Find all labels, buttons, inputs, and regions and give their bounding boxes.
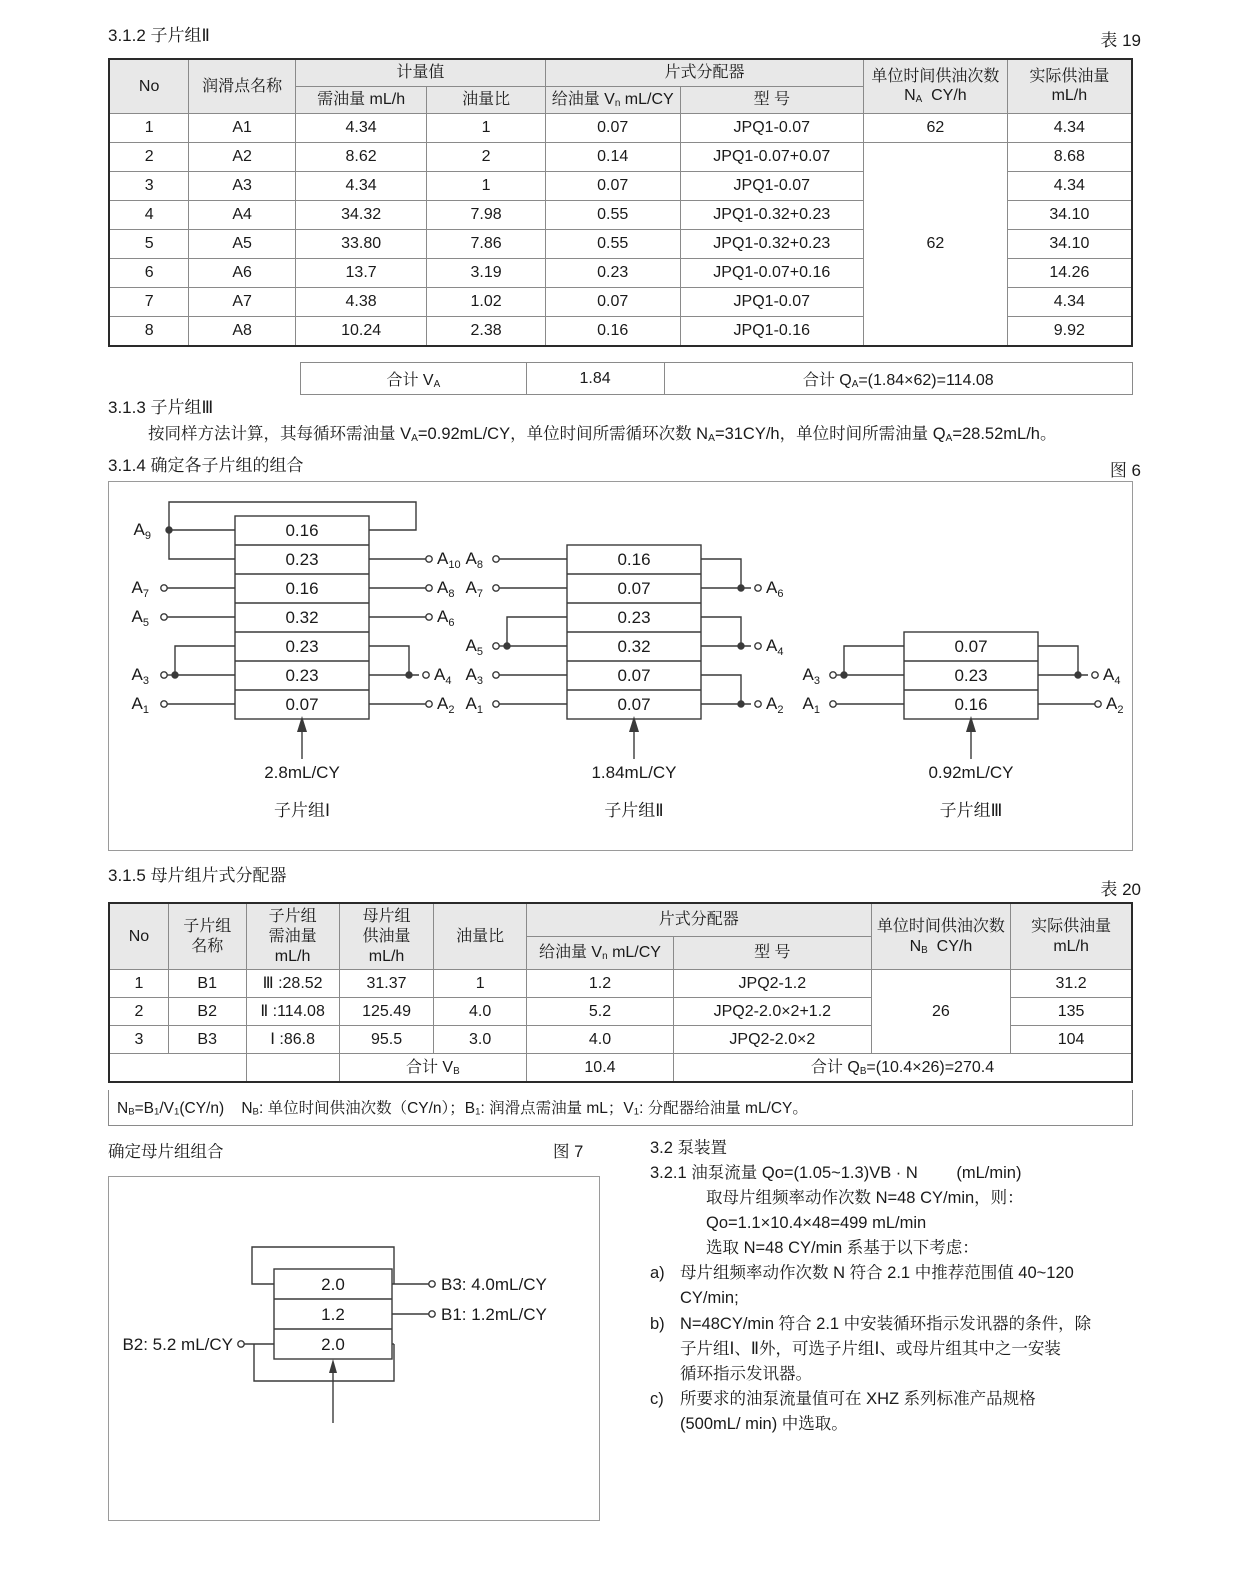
cell-point-name: A3 — [189, 171, 296, 200]
cell-supply-vn: 0.14 — [545, 142, 680, 171]
th-freq-unit: $N_A$ CY/h — [904, 87, 967, 106]
figure-7-label: 图 7 — [553, 1143, 584, 1161]
cell20-supply-vn: 5.2 — [526, 998, 673, 1026]
cell20-sub-name: B3 — [168, 1026, 246, 1054]
cell-no: 7 — [109, 287, 189, 316]
cell20-ratio: 4.0 — [434, 998, 527, 1026]
inlet-label: 1.84mL/CY — [591, 763, 677, 782]
figure-7-svg — [109, 1177, 597, 1518]
list-item-line: N=48CY/min 符合 2.1 中安装循环指示发讯器的条件，除 — [680, 1314, 1092, 1333]
th-actual: 实际供油量 mL/h — [1007, 59, 1132, 113]
cell-oil-need: 34.32 — [295, 200, 426, 229]
cell-actual: 14.26 — [1007, 258, 1132, 287]
cell20-main-supply: 125.49 — [339, 998, 434, 1026]
table-row — [109, 142, 1132, 171]
section-313-body: 按同样方法计算，其每循环需油量 $V_A=0.92mL/CY$，单位时间所需循环次数 $N_A=31CY/h$，单位时间所需油量 $Q_A=28.52mL/h$。 — [148, 425, 1057, 444]
cell-no: 4 — [109, 200, 189, 229]
list-item-line: 母片组频率动作次数 N 符合 2.1 中推荐范围值 40~120 — [680, 1264, 1074, 1283]
cell-oil-need: 4.38 — [295, 287, 426, 316]
cell-oil-need: 4.34 — [295, 113, 426, 142]
cell-actual: 9.92 — [1007, 316, 1132, 346]
th-point-name: 润滑点名称 — [189, 59, 296, 113]
th20-ratio: 油量比 — [434, 903, 527, 970]
cell-no: 6 — [109, 258, 189, 287]
th-oil-need: 需油量 mL/h — [295, 86, 426, 113]
table-row — [109, 970, 1132, 998]
cell-oil-ratio: 7.98 — [427, 200, 546, 229]
th20-actual: 实际供油量 mL/h — [1011, 903, 1132, 970]
cell-oil-need: 4.34 — [295, 171, 426, 200]
list-item-body — [680, 1261, 1142, 1311]
cell-actual: 34.10 — [1007, 200, 1132, 229]
total-vb-value: 10.4 — [526, 1054, 673, 1083]
list-item-body — [680, 1387, 1142, 1437]
cell20-model: JPQ2-2.0×2+1.2 — [674, 998, 872, 1026]
section-32-column — [650, 1136, 1142, 1437]
cell20-freq: 26 — [871, 970, 1011, 1054]
cell-supply-vn: 0.55 — [545, 229, 680, 258]
port-label-right: $A_4$ — [434, 665, 452, 687]
total-va-label: 合计 $V_A$ — [301, 363, 527, 395]
th20-sub-need: 子片组 需油量 mL/h — [246, 903, 339, 970]
cell-no: 2 — [109, 142, 189, 171]
th-freq: 单位时间供油次数 $N_A$ CY/h — [864, 59, 1008, 113]
list-item — [650, 1261, 1142, 1311]
th20-actual-unit: mL/h — [1053, 937, 1089, 955]
port-label-right: $A_{10}$ — [437, 549, 461, 571]
port-label-b2: B2: 5.2 mL/CY — [122, 1335, 233, 1354]
cell20-supply-vn: 1.2 — [526, 970, 673, 998]
cell20-sub-name: B2 — [168, 998, 246, 1026]
block-value: 0.07 — [617, 666, 651, 685]
cell20-model: JPQ2-2.0×2 — [674, 1026, 872, 1054]
cell-oil-ratio: 1.02 — [427, 287, 546, 316]
section-heading-312: 3.1.2 子片组Ⅱ — [108, 26, 210, 45]
th-distributor-group: 片式分配器 — [545, 59, 863, 86]
port-label-left: $A_3$ — [802, 665, 820, 687]
cell-supply-vn: 0.16 — [545, 316, 680, 346]
port-label-left: $A_1$ — [465, 694, 483, 716]
cell20-main-supply: 95.5 — [339, 1026, 434, 1054]
cell-no: 5 — [109, 229, 189, 258]
block-value: 0.23 — [285, 637, 319, 656]
cell20-sub-need: Ⅱ :114.08 — [246, 998, 339, 1026]
cell-actual: 8.68 — [1007, 142, 1132, 171]
table-20-label: 表 20 — [1100, 880, 1141, 899]
port-label-left: $A_1$ — [802, 694, 820, 716]
cell-model: JPQ1-0.07 — [680, 287, 864, 316]
block-value: 0.23 — [285, 550, 319, 569]
cell-actual: 4.34 — [1007, 113, 1132, 142]
port-label-left: $A_3$ — [465, 665, 483, 687]
table-20-total-row — [109, 1054, 1132, 1083]
port-label-left: $A_8$ — [465, 549, 483, 571]
section-heading-313: 3.1.3 子片组Ⅲ — [108, 398, 214, 417]
th-actual-unit: mL/h — [1051, 87, 1088, 105]
list-item-line: (500mL/ min) 中选取。 — [680, 1414, 848, 1433]
port-label-left: $A_5$ — [131, 607, 149, 629]
block-value: 0.16 — [285, 521, 319, 540]
th20-freq: 单位时间供油次数 $N_B$ CY/h — [871, 903, 1011, 970]
cell-model: JPQ1-0.16 — [680, 316, 864, 346]
cell20-no: 3 — [109, 1026, 168, 1054]
th20-distributor-group: 片式分配器 — [526, 903, 871, 937]
cell20-ratio: 1 — [434, 970, 527, 998]
cell-actual: 34.10 — [1007, 229, 1132, 258]
table-20-note — [108, 1090, 1133, 1126]
line-322: 取母片组频率动作次数 N=48 CY/min，则： — [706, 1189, 1024, 1208]
section-heading-315: 3.1.5 母片组片式分配器 — [108, 866, 287, 885]
port-label-right: $A_6$ — [437, 607, 455, 629]
block-value: 0.23 — [617, 608, 651, 627]
cell-no: 3 — [109, 171, 189, 200]
th-model: 型 号 — [680, 86, 864, 113]
block-value: 2.0 — [321, 1275, 345, 1294]
block-value: 0.07 — [954, 637, 988, 656]
line-323: Qo=1.1×10.4×48=499 mL/min — [706, 1214, 927, 1233]
group-caption: 子片组Ⅲ — [939, 801, 1003, 820]
cell20-supply-vn: 4.0 — [526, 1026, 673, 1054]
line-321-unit: (mL/min) — [956, 1164, 1022, 1183]
block-value: 0.07 — [285, 695, 319, 714]
inlet-label: 0.92mL/CY — [928, 763, 1014, 782]
list-item-marker: b) — [650, 1314, 665, 1333]
cell-model: JPQ1-0.07 — [680, 113, 864, 142]
cell-point-name: A2 — [189, 142, 296, 171]
block-value: 0.32 — [617, 637, 651, 656]
note-text: $N_B=B_1/V_1(CY/n)$ $N_B$: 单位时间供油次数（CY/n）；$B_1$: 润滑点需油量 mL；$V_1$: 分配器给油量 mL/CY。 — [108, 1090, 1133, 1126]
cell20-no: 2 — [109, 998, 168, 1026]
port-label-right: $A_4$ — [766, 636, 784, 658]
total-qb: 合计 $Q_B=(10.4\times 26)=270.4$ — [674, 1054, 1132, 1083]
figure-7 — [108, 1176, 600, 1521]
block-value: 1.2 — [321, 1305, 345, 1324]
port-label-left: $A_1$ — [131, 694, 149, 716]
cell-oil-ratio: 2.38 — [427, 316, 546, 346]
cell-actual: 4.34 — [1007, 171, 1132, 200]
list-item-marker: c) — [650, 1389, 664, 1408]
block-value: 0.32 — [285, 608, 319, 627]
cell20-no: 1 — [109, 970, 168, 998]
cell-point-name: A8 — [189, 316, 296, 346]
block-value: 2.0 — [321, 1335, 345, 1354]
cell-oil-ratio: 1 — [427, 113, 546, 142]
cell-point-name: A5 — [189, 229, 296, 258]
list-item-body — [680, 1312, 1142, 1387]
port-label-left: $A_7$ — [131, 578, 149, 600]
th20-supply-vn: 给油量 $V_n$ mL/CY — [526, 937, 673, 970]
cell20-sub-need: Ⅰ :86.8 — [246, 1026, 339, 1054]
port-label-left: $A_9$ — [133, 520, 151, 542]
port-label-left: $A_5$ — [465, 636, 483, 658]
cell20-actual: 31.2 — [1011, 970, 1132, 998]
port-label-right: $A_6$ — [766, 578, 784, 600]
cell20-actual: 104 — [1011, 1026, 1132, 1054]
cell-model: JPQ1-0.32+0.23 — [680, 200, 864, 229]
cell-point-name: A4 — [189, 200, 296, 229]
port-label-right: $A_2$ — [437, 694, 455, 716]
th20-no: No — [109, 903, 168, 970]
figure-6-svg — [109, 482, 1132, 850]
cell-model: JPQ1-0.32+0.23 — [680, 229, 864, 258]
figure-6 — [108, 481, 1133, 851]
list-item-marker: a) — [650, 1264, 665, 1283]
cell-oil-ratio: 3.19 — [427, 258, 546, 287]
cell-point-name: A7 — [189, 287, 296, 316]
cell20-actual: 135 — [1011, 998, 1132, 1026]
cell-supply-vn: 0.23 — [545, 258, 680, 287]
th20-freq-unit: $N_B$ CY/h — [909, 937, 973, 956]
block-value: 0.07 — [617, 579, 651, 598]
cell-actual: 4.34 — [1007, 287, 1132, 316]
table-20 — [108, 902, 1133, 1083]
line-321: 3.2.1 油泵流量 Qo=(1.05~1.3)VB · N (mL/min) — [650, 1164, 1022, 1183]
section-heading-314: 3.1.4 确定各子片组的组合 — [108, 456, 304, 475]
table-row — [109, 113, 1132, 142]
cell-oil-need: 33.80 — [295, 229, 426, 258]
block-value: 0.23 — [954, 666, 988, 685]
cell-oil-need: 10.24 — [295, 316, 426, 346]
figure-6-label: 图 6 — [1109, 461, 1141, 480]
cell-supply-vn: 0.07 — [545, 287, 680, 316]
list-item — [650, 1312, 1142, 1387]
cell-model: JPQ1-0.07+0.16 — [680, 258, 864, 287]
figure-7-title: 确定母片组组合 — [108, 1143, 224, 1161]
port-label-right: $A_4$ — [1103, 665, 1121, 687]
port-label-right: $A_8$ — [437, 578, 455, 600]
cell-point-name: A1 — [189, 113, 296, 142]
total-qa: 合计 $Q_A=(1.84\times 62)=114.08$ — [664, 363, 1132, 395]
group-caption: 子片组Ⅱ — [604, 801, 664, 820]
cell20-model: JPQ2-1.2 — [674, 970, 872, 998]
table-19-label: 表 19 — [1100, 31, 1141, 50]
cell-oil-need: 13.7 — [295, 258, 426, 287]
cell20-main-supply: 31.37 — [339, 970, 434, 998]
block-value: 0.16 — [954, 695, 988, 714]
th20-sub-name: 子片组 名称 — [168, 903, 246, 970]
cell-freq: 62 — [864, 113, 1008, 142]
cell20-ratio: 3.0 — [434, 1026, 527, 1054]
table-19-total-row — [300, 362, 1133, 395]
port-label-b3: B3: 4.0mL/CY — [441, 1275, 547, 1294]
port-label-right: $A_2$ — [1106, 694, 1124, 716]
th-measure-group: 计量值 — [295, 59, 545, 86]
block-value: 0.16 — [285, 579, 319, 598]
port-label-right: $A_2$ — [766, 694, 784, 716]
cell-oil-ratio: 2 — [427, 142, 546, 171]
cell-freq-merged: 62 — [864, 142, 1008, 346]
block-value: 0.16 — [617, 550, 651, 569]
cell-oil-ratio: 7.86 — [427, 229, 546, 258]
cell-no: 8 — [109, 316, 189, 346]
cell-no: 1 — [109, 113, 189, 142]
group-caption: 子片组Ⅰ — [273, 801, 331, 820]
section-heading-32: 3.2 泵装置 — [650, 1139, 728, 1157]
cell-oil-need: 8.62 — [295, 142, 426, 171]
cell-supply-vn: 0.07 — [545, 113, 680, 142]
list-item — [650, 1387, 1142, 1437]
th20-main-supply: 母片组 供油量 mL/h — [339, 903, 434, 970]
cell-point-name: A6 — [189, 258, 296, 287]
cell-oil-ratio: 1 — [427, 171, 546, 200]
port-label-left: $A_7$ — [465, 578, 483, 600]
th-supply-vn: 给油量 $V_n$ mL/CY — [545, 86, 680, 113]
block-value: 0.23 — [285, 666, 319, 685]
line-324: 选取 N=48 CY/min 系基于以下考虑： — [706, 1239, 979, 1258]
inlet-label: 2.8mL/CY — [264, 763, 340, 782]
list-item-line: CY/min; — [680, 1289, 739, 1308]
cell-supply-vn: 0.07 — [545, 171, 680, 200]
th20-model: 型 号 — [674, 937, 872, 970]
total-va-value: 1.84 — [526, 363, 664, 395]
port-label-left: $A_3$ — [131, 665, 149, 687]
table-19 — [108, 58, 1133, 347]
total-vb-label: 合计 $V_B$ — [339, 1054, 526, 1083]
block-value: 0.07 — [617, 695, 651, 714]
list-item-line: 子片组Ⅰ、Ⅱ外，可选子片组Ⅰ、或母片组其中之一安装 — [680, 1339, 1061, 1358]
cell20-sub-need: Ⅲ :28.52 — [246, 970, 339, 998]
th-no: No — [109, 59, 189, 113]
port-label-b1: B1: 1.2mL/CY — [441, 1305, 547, 1324]
list-item-line: 所要求的油泵流量值可在 XHZ 系列标准产品规格 — [680, 1389, 1036, 1408]
cell20-sub-name: B1 — [168, 970, 246, 998]
list-item-line: 循环指示发讯器。 — [680, 1364, 812, 1383]
cell-model: JPQ1-0.07+0.07 — [680, 142, 864, 171]
cell-model: JPQ1-0.07 — [680, 171, 864, 200]
cell-supply-vn: 0.55 — [545, 200, 680, 229]
th-oil-ratio: 油量比 — [427, 86, 546, 113]
